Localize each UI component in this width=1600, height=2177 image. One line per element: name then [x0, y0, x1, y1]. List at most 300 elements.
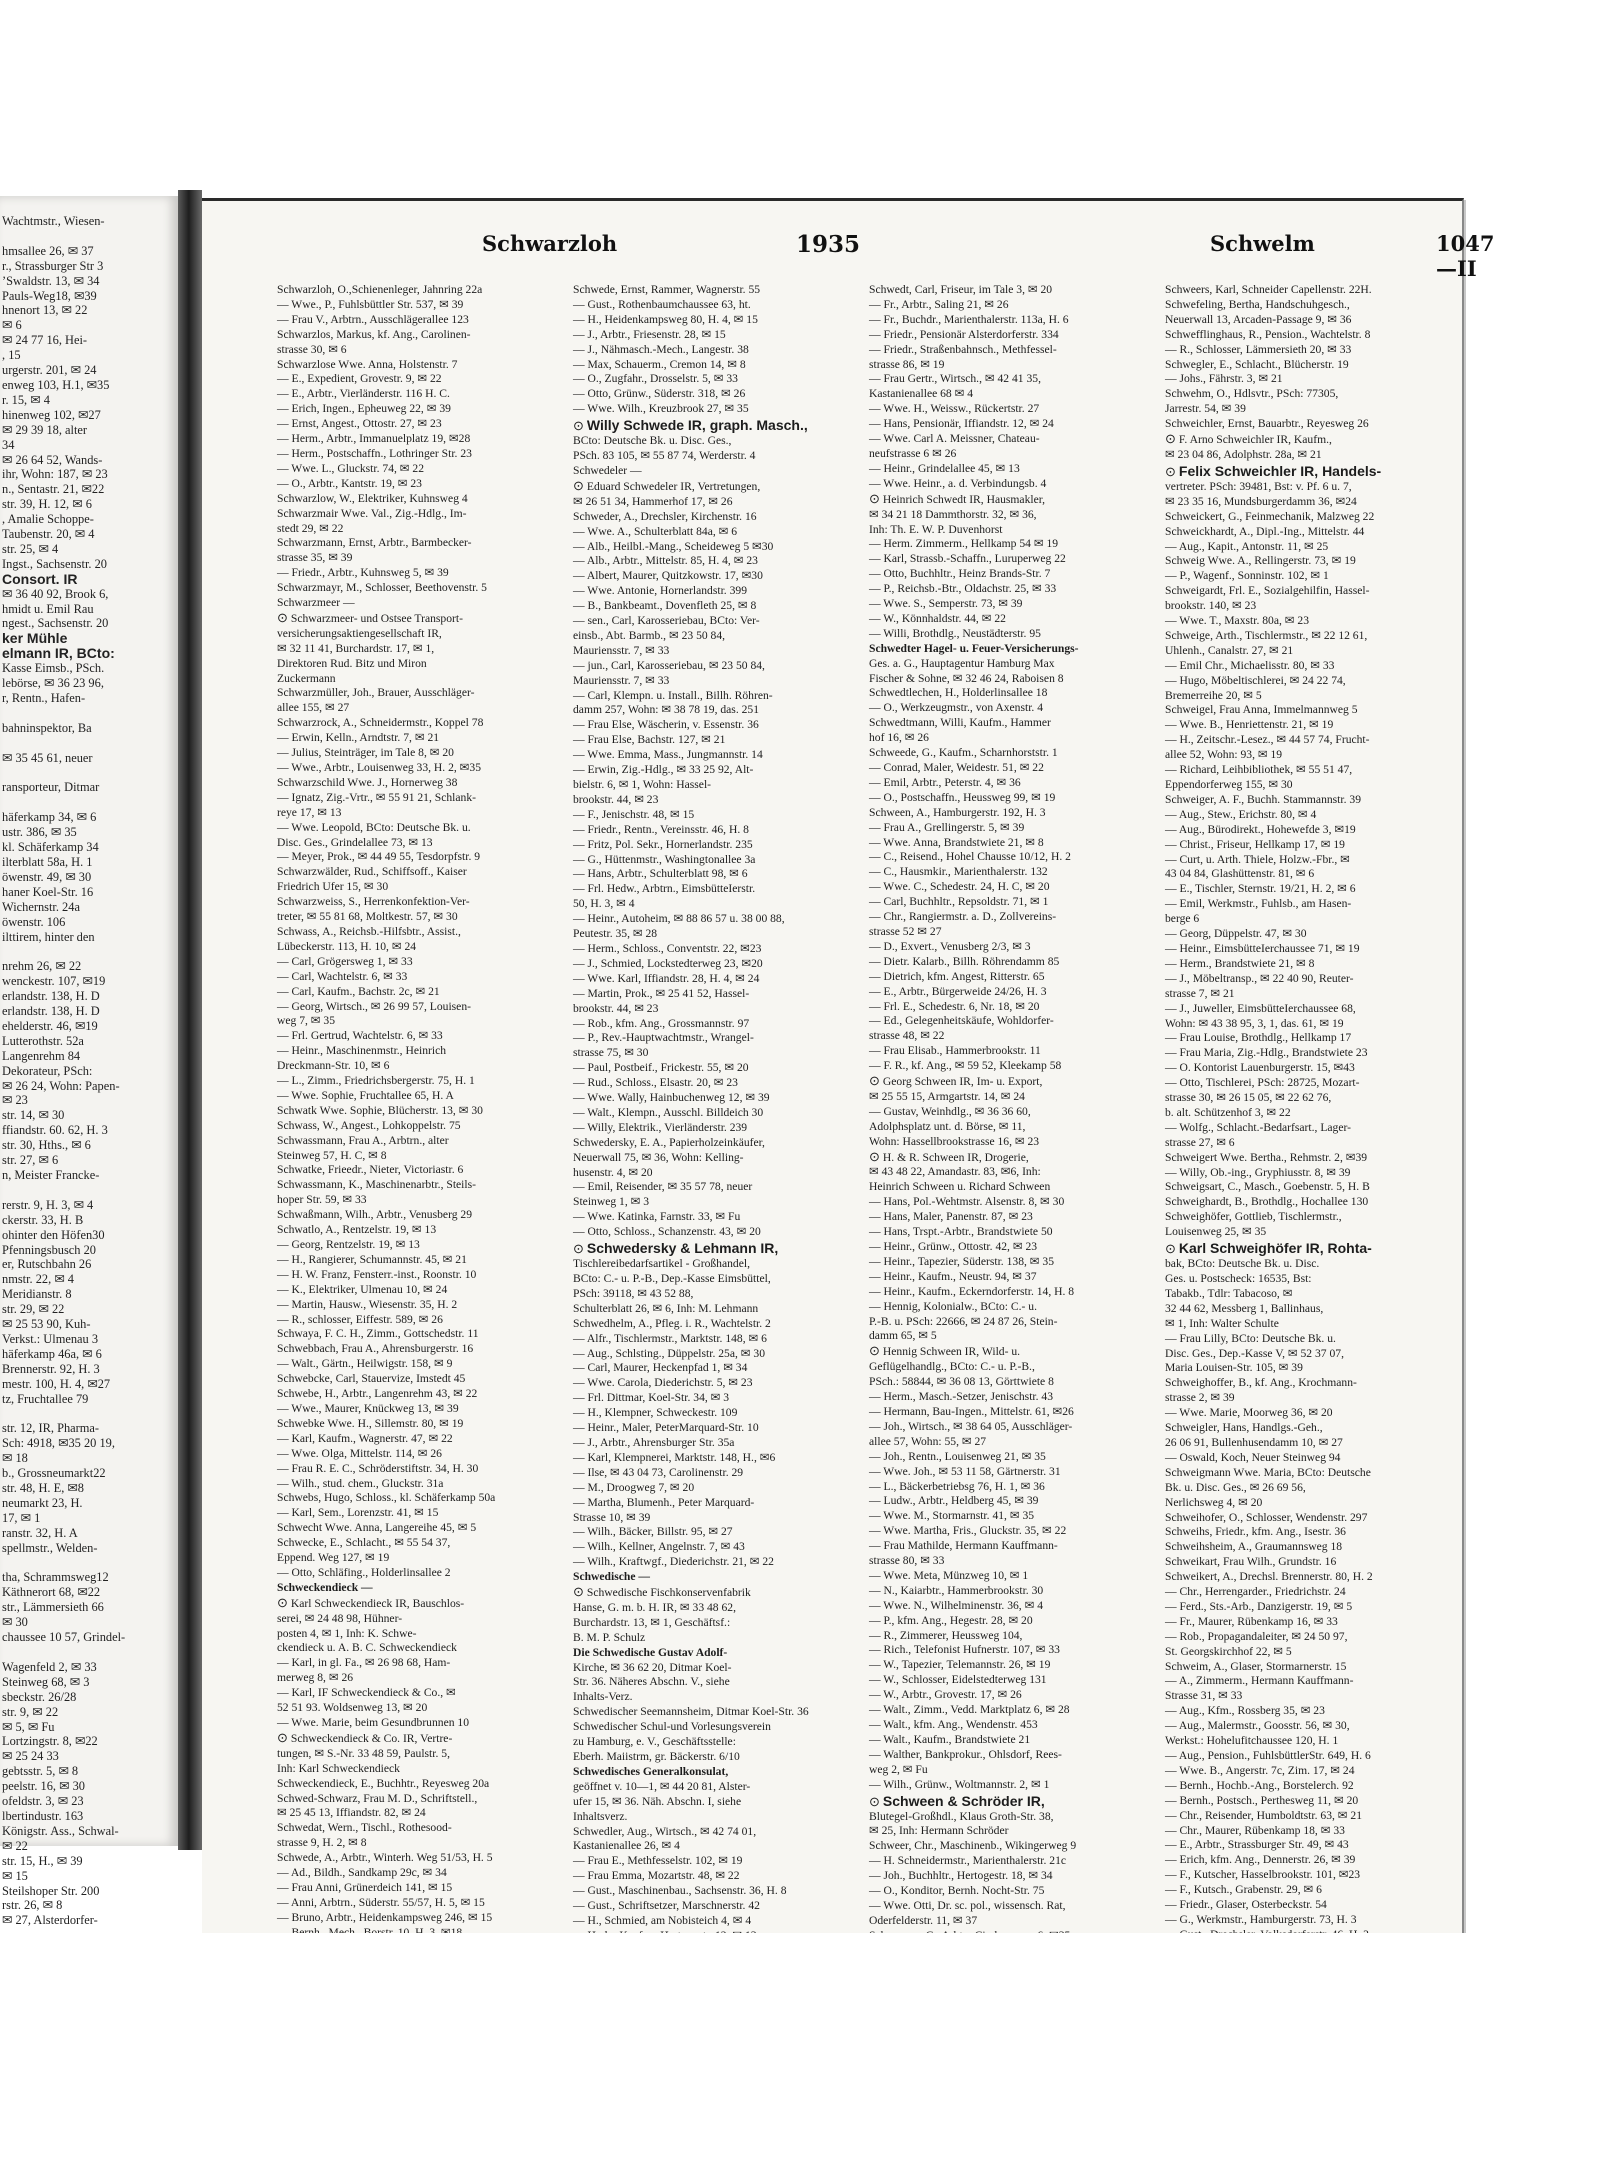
- directory-entry: Schwedeler —: [573, 463, 642, 477]
- directory-entry: Disc. Ges., Grindelallee 73, ✉ 13: [277, 835, 433, 849]
- previous-page-line: rstr. 26, ✉ 8: [2, 1898, 63, 1913]
- directory-entry: — jun., Carl, Karosseriebau, ✉ 23 50 84,: [573, 658, 765, 672]
- previous-page-line: gebtsstr. 5, ✉ 8: [2, 1764, 79, 1779]
- directory-entry: ⊙ Heinrich Schwedt IR, Hausmakler,: [869, 492, 1158, 508]
- previous-page-line: hmidt u. Emil Rau: [2, 601, 94, 616]
- directory-entry: — Otto, Schloss., Schanzenstr. 43, ✉ 20: [573, 1225, 761, 1239]
- directory-entry: — Alfr., Tischlermstr., Marktstr. 148, ✉ 6: [573, 1331, 767, 1345]
- directory-entry: — Hugo, Möbeltischlerei, ✉ 24 22 74,: [1165, 673, 1346, 687]
- directory-entry: Schweckendieck —: [277, 1580, 373, 1594]
- directory-entry: strasse 86, ✉ 19: [869, 357, 945, 371]
- directory-entry: St. Georgskirchhof 22, ✉ 5: [1165, 1644, 1292, 1658]
- directory-entry: — Wwe. M., Stormarnstr. 41, ✉ 35: [869, 1509, 1035, 1523]
- directory-entry: Schwatke, Frieedr., Nieter, Victoriastr. 6: [277, 1163, 464, 1177]
- directory-entry: — Karl, Kaufm., Wagnerstr. 47, ✉ 22: [277, 1431, 453, 1445]
- directory-entry: — Emil, Arbtr., Peterstr. 4, ✉ 36: [869, 775, 1021, 789]
- directory-entry: — Carl, Kaufm., Bachstr. 2c, ✉ 21: [277, 984, 440, 998]
- directory-entry: Schwehm, O., Hdlsvtr., PSch: 77305,: [1165, 387, 1339, 401]
- directory-entry: — Heinr., Maschinenmstr., Heinrich: [277, 1044, 447, 1058]
- previous-page-line: nmstr. 22, ✉ 4: [2, 1272, 74, 1287]
- directory-entry: — H., Heidenkampsweg 80, H. 4, ✉ 15: [573, 312, 758, 326]
- directory-entry: Schwegler, E., Schlacht., Blücherstr. 19: [1165, 357, 1349, 371]
- directory-entry: — Gust., Rothenbaumchaussee 63, ht.: [573, 297, 751, 311]
- directory-entry: — Wwe. Sophie, Fruchtallee 65, H. A: [277, 1088, 454, 1102]
- directory-entry: einsb., Abt. Barmb., ✉ 23 50 84,: [573, 628, 726, 642]
- directory-entry: ⊙ Schwedische Fischkonservenfabrik: [573, 1585, 862, 1601]
- previous-page-line: [2, 944, 178, 959]
- directory-entry: Schwefeling, Bertha, Handschuhgesch.,: [1165, 297, 1350, 311]
- directory-entry: — H., Klempner, Schweckestr. 109: [573, 1406, 738, 1420]
- directory-entry: — Frau Else, Wäscherin, v. Essenstr. 36: [573, 718, 759, 732]
- directory-entry: Schwaßmann, Wilh., Arbtr., Venusberg 29: [277, 1208, 473, 1222]
- directory-entry: ufer 15, ✉ 36. Näh. Abschn. I, siehe: [573, 1794, 742, 1808]
- directory-entry: Uhlenh., Canalstr. 27, ✉ 21: [1165, 643, 1294, 657]
- previous-page-line: ✉ 29 39 18, alter: [2, 422, 88, 437]
- directory-entry: ⊙ Schween & Schröder IR,: [869, 1793, 1158, 1810]
- directory-entry: — Aug., Malermstr., Goosstr. 56, ✉ 30,: [1165, 1719, 1350, 1733]
- directory-entry: Neuerwall 13, Arcaden-Passage 9, ✉ 36: [1165, 312, 1352, 326]
- directory-entry: Schwarzweiss, S., Herrenkonfektion-Ver-: [277, 895, 470, 909]
- directory-entry: — Gust., Maschinenbau., Sachsenstr. 36, H. 8: [573, 1884, 787, 1898]
- directory-entry: — Heinr., Kaufm., Eckerndorferstr. 14, H. 8: [869, 1284, 1075, 1298]
- directory-entry: — Fr., Arbtr., Saling 21, ✉ 26: [869, 297, 1009, 311]
- directory-entry: — Wwe. Marie, Moorweg 36, ✉ 20: [1165, 1406, 1333, 1420]
- directory-entry: — J., Nähmasch.-Mech., Langestr. 38: [573, 342, 749, 356]
- directory-entry: Eppendorferweg 155, ✉ 30: [1165, 778, 1293, 791]
- directory-entry: — Walther, Bankprokur., Ohlsdorf, Rees-: [869, 1747, 1062, 1761]
- previous-page-edge: [0, 196, 180, 1928]
- directory-entry: — Heinr., Tapezier, Süderstr. 138, ✉ 35: [869, 1254, 1054, 1268]
- directory-entry: — Frau Elisab., Hammerbrookstr. 11: [869, 1044, 1041, 1058]
- directory-entry: Hanse, G. m. b. H. IR, ✉ 33 48 62,: [573, 1600, 736, 1614]
- directory-entry: — J., Schmied, Lockstedterweg 23, ✉20: [573, 956, 763, 970]
- directory-entry: — Wwe. Otti, Dr. sc. pol., wissensch. Rat,: [869, 1898, 1066, 1912]
- directory-entry: — J., Arbtr., Ahrensburger Str. 35a: [573, 1435, 735, 1449]
- directory-entry: — C., Hausmkir., Marienthalerstr. 132: [869, 865, 1048, 879]
- directory-entry: — Heinr., Maler, PeterMarquard-Str. 10: [573, 1421, 759, 1435]
- previous-page-line: erlandstr. 138, H. D: [2, 1004, 100, 1019]
- directory-entry: — Aug., Kfm., Rossberg 35, ✉ 23: [1165, 1704, 1325, 1718]
- directory-entry: — Emil Chr., Michaelisstr. 80, ✉ 33: [1165, 658, 1335, 672]
- previous-page-line: Pfenningsbusch 20: [2, 1242, 96, 1257]
- directory-entry: ✉ 43 48 22, Amandastr. 83, ✉6, Inh:: [869, 1165, 1041, 1179]
- directory-entry: Dreckmann-Str. 10, ✉ 6: [277, 1059, 390, 1073]
- directory-entry: Schwebbach, Frau A., Ahrensburgerstr. 16: [277, 1342, 474, 1356]
- directory-entry: — Aug., Kapit., Antonstr. 11, ✉ 25: [1165, 539, 1329, 553]
- directory-entry: Schwedtmann, Willi, Kaufm., Hammer: [869, 716, 1051, 730]
- directory-entry: neufstrasse 6 ✉ 26: [869, 446, 957, 460]
- directory-entry: Schweigert Wwe. Bertha., Rehmstr. 2, ✉39: [1165, 1150, 1368, 1164]
- directory-entry: — Frau A., Grellingerstr. 5, ✉ 39: [869, 820, 1025, 834]
- directory-entry: — Albert, Maurer, Quitzkowstr. 17, ✉30: [573, 569, 763, 583]
- directory-entry: Louisenweg 25, ✉ 35: [1165, 1225, 1267, 1239]
- directory-entry: Schwede, Ernst, Rammer, Wagnerstr. 55: [573, 283, 761, 296]
- directory-entry: Schweer, Chr., Maschinenb., Wikingerweg 9: [869, 1839, 1077, 1853]
- previous-page-line: [2, 1645, 178, 1660]
- previous-page-line: Ingst., Sachsenstr. 20: [2, 556, 107, 571]
- previous-page-line: ✉ 18: [2, 1451, 28, 1466]
- directory-entry: Schwaya, F. C. H., Zimm., Gottschedstr. 11: [277, 1327, 479, 1341]
- directory-entry: — Walt., Klempn., Ausschl. Billdeich 30: [573, 1105, 764, 1119]
- directory-entry: ⊙ Eduard Schwedeler IR, Vertretungen,: [573, 479, 862, 495]
- directory-entry: strasse 27, ✉ 6: [1165, 1135, 1235, 1149]
- previous-page-line: ckerstr. 33, H. B: [2, 1212, 84, 1227]
- directory-entry: — P., Wagenf., Sonninstr. 102, ✉ 1: [1165, 569, 1329, 583]
- directory-entry: — Hans, Pol.-Wehtmstr. Alsenstr. 8, ✉ 30: [869, 1195, 1065, 1209]
- directory-entry: P.-B. u. PSch: 22666, ✉ 24 87 26, Stein-: [869, 1314, 1058, 1328]
- directory-entry: — Walt., Gärtn., Heilwigstr. 158, ✉ 9: [277, 1357, 453, 1371]
- directory-entry: — A., Zimmerm., Hermann Kauffmann-: [1165, 1674, 1354, 1688]
- directory-entry: ⊙ Karl Schweckendieck IR, Bauschlos-: [277, 1596, 566, 1612]
- directory-entry: — Fr., Maurer, Rübenkamp 16, ✉ 33: [1165, 1614, 1338, 1628]
- directory-entry: geöffnet v. 10—1, ✉ 44 20 81, Alster-: [573, 1779, 751, 1793]
- directory-entry: Lübeckerstr. 113, H. 10, ✉ 24: [277, 939, 417, 953]
- previous-page-line: Taubenstr. 20, ✉ 4: [2, 527, 95, 542]
- previous-page-line: n., Sentastr. 21, ✉22: [2, 482, 105, 497]
- previous-page-line: ✉ 15: [2, 1868, 28, 1883]
- directory-entry: allee 57, Wohn: 55, ✉ 27: [869, 1434, 987, 1448]
- previous-page-line: ranstr. 32, H. A: [2, 1525, 78, 1540]
- previous-page-line: b., Grossneumarkt22: [2, 1466, 106, 1481]
- directory-entry: — P., Reichsb.-Btr., Oldachstr. 25, ✉ 33: [869, 582, 1057, 596]
- previous-page-line: ✉ 26 64 52, Wands-: [2, 452, 103, 467]
- previous-page-line: [2, 1556, 178, 1571]
- previous-page-line: häferkamp 46a, ✉ 6: [2, 1346, 102, 1361]
- directory-entry: Schweigsart, C., Masch., Goebenstr. 5, H. B: [1165, 1180, 1370, 1194]
- directory-entry: Zuckermann: [277, 671, 336, 685]
- directory-entry: ⊙ Karl Schweighöfer IR, Rohta-: [1165, 1240, 1454, 1257]
- directory-entry: — Erich, kfm. Ang., Dennerstr. 26, ✉ 39: [1165, 1853, 1356, 1867]
- directory-entry: — F., Kutscher, Hasselbrookstr. 101, ✉23: [1165, 1868, 1361, 1882]
- directory-entry: — Otto, Schläfing., Holderlinsallee 2: [277, 1565, 451, 1579]
- directory-entry: ✉ 32 11 41, Burchardstr. 17, ✉ 1,: [277, 641, 435, 655]
- directory-entry: Tabakb., Tdlr: Tabacoso, ✉: [1165, 1286, 1293, 1300]
- directory-entry: Steinweg 57, H. C, ✉ 8: [277, 1148, 387, 1162]
- directory-entry: Schweckendieck, E., Buchhtr., Reyesweg 20a: [277, 1776, 490, 1790]
- directory-entry: Schweers, Karl, Schneider Capellenstr. 22H.: [1165, 283, 1372, 296]
- directory-entry: damm 257, Wohn: ✉ 38 78 19, das. 251: [573, 703, 760, 717]
- directory-entry: 43 04 84, Glashüttenstr. 81, ✉ 6: [1165, 867, 1315, 881]
- directory-entry: — Bernh., Hochb.-Ang., Borstelerch. 92: [1165, 1778, 1354, 1792]
- directory-entry: — Fritz, Pol. Sekr., Hornerlandstr. 235: [573, 837, 753, 851]
- directory-entry: Schwedhelm, A., Pfleg. i. R., Wachtelstr. 2: [573, 1316, 771, 1330]
- directory-entry: strasse 52 ✉ 27: [869, 924, 942, 938]
- directory-entry: Schwarzschild Wwe. J., Hornerweg 38: [277, 775, 458, 789]
- directory-entry: — Dietrich, kfm. Angest, Ritterstr. 65: [869, 969, 1045, 983]
- directory-entry: — Walt., Kaufm., Brandstwiete 21: [869, 1732, 1031, 1746]
- directory-entry: — Wwe. A., Schulterblatt 84a, ✉ 6: [573, 524, 738, 538]
- directory-entry: — W., Schlosser, Eidelstedterweg 131: [869, 1673, 1047, 1687]
- previous-page-line: Sch: 4918, ✉35 20 19,: [2, 1436, 115, 1451]
- directory-entry: — Friedr., Rentn., Vereinsstr. 46, H. 8: [573, 822, 749, 836]
- previous-page-line: str. 15, H., ✉ 39: [2, 1853, 83, 1868]
- directory-entry: Schwedter Hagel- u. Feuer-Versicherungs-: [869, 641, 1079, 655]
- directory-entry: — E., Arbtr., Strassburger Str. 49, ✉ 43: [1165, 1838, 1349, 1852]
- previous-page-line: ✉ 23: [2, 1093, 28, 1108]
- previous-page-line: n, Meister Francke-: [2, 1168, 100, 1182]
- directory-entry: Maria Louisen-Str. 105, ✉ 39: [1165, 1361, 1303, 1375]
- directory-entry: Schweig Wwe. A., Rellingerstr. 73, ✉ 19: [1165, 554, 1356, 568]
- directory-entry: Jarrestr. 54, ✉ 39: [1165, 402, 1246, 416]
- previous-page-line: Lutterothstr. 52a: [2, 1033, 84, 1048]
- directory-entry: Schweder, A., Drechsler, Kirchenstr. 16: [573, 509, 757, 523]
- directory-entry: Schwefflinghaus, R., Pension., Wachtelstr. 8: [1165, 327, 1371, 341]
- directory-entry: — Friedr., Glaser, Osterbeckstr. 54: [1165, 1898, 1327, 1912]
- directory-entry: — Carl, Wachtelstr. 6, ✉ 33: [277, 969, 408, 983]
- directory-entry: — Joh., Wirtsch., ✉ 38 64 05, Ausschläger-: [869, 1419, 1073, 1433]
- previous-page-column: [0, 196, 178, 1928]
- directory-entry: Schweickhardt, A., Dipl.-Ing., Mittelstr. 44: [1165, 524, 1365, 538]
- directory-entry: — Ferd., Sts.-Arb., Danzigerstr. 19, ✉ 5: [1165, 1599, 1353, 1613]
- previous-page-line: ✉ 22: [2, 1838, 28, 1853]
- directory-entry: — Erich, Ingen., Epheuweg 22, ✉ 39: [277, 402, 451, 416]
- directory-entry: Schwebs, Hugo, Schloss., kl. Schäferkamp 50a: [277, 1491, 496, 1505]
- directory-entry: 26 06 91, Bullenhusendamm 10, ✉ 27: [1165, 1435, 1343, 1449]
- directory-entry: strasse 30, ✉ 26 15 05, ✉ 22 62 76,: [1165, 1091, 1332, 1105]
- directory-entry: Schweim, A., Glaser, Stormarnerstr. 15: [1165, 1659, 1347, 1673]
- previous-page-line: [2, 229, 178, 244]
- directory-entry: — Wwe. Wally, Hainbuchenweg 12, ✉ 39: [573, 1091, 770, 1105]
- directory-entry: — Hennig, Kolonialw., BCto: C.- u.: [869, 1299, 1037, 1313]
- directory-entry: ✉ 23 04 86, Adolphstr. 28a, ✉ 21: [1165, 447, 1322, 461]
- directory-entry: — C., Reisend., Hohel Chausse 10/12, H. 2: [869, 850, 1071, 864]
- directory-entry: BCto: Deutsche Bk. u. Disc. Ges.,: [573, 434, 732, 448]
- directory-entry: — Wwe., Maurer, Knückweg 13, ✉ 39: [277, 1401, 459, 1415]
- directory-entry: — Wwe. Carola, Diederichstr. 5, ✉ 23: [573, 1376, 753, 1390]
- directory-entry: — Wwe. Anna, Brandstwiete 21, ✉ 8: [869, 835, 1044, 849]
- directory-entry: — Carl, Maurer, Heckenpfad 1, ✉ 34: [573, 1361, 748, 1375]
- directory-entry: — Georg, Düppelstr. 47, ✉ 30: [1165, 927, 1307, 941]
- previous-page-line: ✉ 5, ✉ Fu: [2, 1719, 55, 1734]
- directory-entry: Schwarzmann, Ernst, Arbtr., Barmbecker-: [277, 536, 472, 550]
- directory-entry: — P., kfm. Ang., Hegestr. 28, ✉ 20: [869, 1613, 1033, 1627]
- previous-page-line: Consort. IR: [2, 570, 78, 587]
- previous-page-line: ngest., Sachsenstr. 20: [2, 616, 109, 631]
- directory-entry: — B., Bankbeamt., Dovenfleth 25, ✉ 8: [573, 599, 757, 613]
- directory-entry: — sen., Carl, Karosseriebau, BCto: Ver-: [573, 614, 760, 628]
- directory-entry: Schwarzmayr, M., Schlosser, Beethovenstr. 5: [277, 581, 487, 595]
- previous-page-line: Königstr. Ass., Schwal-: [2, 1823, 119, 1838]
- directory-entry: — M., Droogweg 7, ✉ 20: [573, 1480, 695, 1494]
- previous-page-line: ilterblatt 58a, H. 1: [2, 854, 93, 869]
- directory-entry: — J., Arbtr., Friesenstr. 28, ✉ 15: [573, 327, 726, 341]
- directory-entry: ✉ 26 51 34, Hammerhof 17, ✉ 26: [573, 494, 733, 508]
- directory-entry: — Heinr., Kaufm., Neustr. 94, ✉ 37: [869, 1269, 1037, 1283]
- directory-entry: Ges. a. G., Hauptagentur Hamburg Max: [869, 656, 1055, 670]
- directory-entry: Schweighöfer, Gottlieb, Tischlermstr.,: [1165, 1210, 1342, 1224]
- directory-entry: — Wwe. Heinr., a. d. Verbindungsb. 4: [869, 476, 1047, 490]
- directory-entry: ✉ 23 35 16, Mundsburgerdamm 36, ✉24: [1165, 494, 1357, 508]
- directory-entry: Schweichler, Ernst, Bauarbtr., Reyesweg 26: [1165, 417, 1369, 431]
- directory-entry: Adolphsplatz unt. d. Börse, ✉ 11,: [869, 1119, 1026, 1133]
- directory-entry: bak, BCto: Deutsche Bk. u. Disc.: [1165, 1257, 1320, 1271]
- directory-entry: — L., Zimm., Friedrichsbergerstr. 75, H. 1: [277, 1074, 475, 1088]
- directory-entry: Direktoren Rud. Bitz und Miron: [277, 656, 427, 670]
- directory-entry: tungen, ✉ S.-Nr. 33 48 59, Paulstr. 5,: [277, 1746, 450, 1760]
- header-first-entry: Schwarzloh: [482, 231, 618, 256]
- directory-entry: — Martha, Blumenh., Peter Marquard-: [573, 1495, 755, 1509]
- directory-entry: — G., Werkmstr., Hamburgerstr. 73, H. 3: [1165, 1912, 1357, 1926]
- directory-entry: Schwarzmeer —: [277, 596, 355, 610]
- directory-entry: — Wolfg., Schlacht.-Bedarfsart., Lager-: [1165, 1120, 1351, 1134]
- directory-entry: — Karl, in gl. Fa., ✉ 26 98 68, Ham-: [277, 1656, 451, 1670]
- directory-entry: — R., Schlosser, Lämmersieth 20, ✉ 33: [1165, 342, 1352, 356]
- directory-entry: — R., schlosser, Eiffestr. 589, ✉ 26: [277, 1312, 443, 1326]
- previous-page-line: 17, ✉ 1: [2, 1510, 41, 1525]
- previous-page-line: ✉ 30: [2, 1615, 28, 1630]
- previous-page-line: Langenrehm 84: [2, 1048, 81, 1063]
- directory-entry: Schwecht Wwe. Anna, Langereihe 45, ✉ 5: [277, 1521, 477, 1535]
- directory-entry: — Georg, Wirtsch., ✉ 26 99 57, Louisen-: [277, 999, 471, 1013]
- directory-entry: — O., Postschaffn., Heussweg 99, ✉ 19: [869, 790, 1056, 804]
- previous-page-line: ’Swaldstr. 13, ✉ 34: [2, 273, 100, 288]
- previous-page-line: ofeldstr. 3, ✉ 23: [2, 1794, 84, 1809]
- directory-column-2: [573, 283, 862, 1927]
- directory-entry: strasse 9, H. 2, ✉ 8: [277, 1836, 367, 1850]
- directory-entry: — Wwe., Arbtr., Louisenweg 33, H. 2, ✉35: [277, 761, 481, 774]
- header-year: 1935: [796, 231, 861, 258]
- directory-entry: — Aug., Schlsting., Düppelstr. 25a, ✉ 30: [573, 1346, 765, 1360]
- directory-entry: — Wwe. Leopold, BCto: Deutsche Bk. u.: [277, 820, 471, 834]
- directory-entry: Schweihsheim, A., Graumannsweg 18: [1165, 1540, 1343, 1554]
- directory-entry: — Karl, Strassb.-Schaffn., Luruperweg 22: [869, 552, 1066, 566]
- directory-page: [202, 198, 1495, 1936]
- directory-entry: Peutestr. 35, ✉ 28: [573, 927, 658, 941]
- previous-page-line: ihr, Wohn: 187, ✉ 23: [2, 467, 108, 482]
- previous-page-line: str. 39, H. 12, ✉ 6: [2, 497, 92, 512]
- directory-entry: Schwedler, Aug., Wirtsch., ✉ 42 74 01,: [573, 1824, 757, 1838]
- directory-entry: Schwedische —: [573, 1570, 650, 1584]
- directory-entry: — P., Rev.-Hauptwachtmstr., Wrangel-: [573, 1031, 754, 1045]
- directory-entry: — L., Bäckerbetriebsg 76, H. 1, ✉ 36: [869, 1479, 1045, 1493]
- directory-entry: ✉ 25 45 13, Iffiandstr. 82, ✉ 24: [277, 1806, 426, 1820]
- directory-entry: — Wwe. H., Weissw., Rückertstr. 27: [869, 402, 1040, 416]
- directory-entry: Schweighardt, B., Brothdlg., Hochallee 130: [1165, 1195, 1369, 1209]
- directory-entry: — Wwe. Joh., ✉ 53 11 58, Gärtnerstr. 31: [869, 1464, 1061, 1478]
- previous-page-line: elmann IR, BCto:: [2, 645, 115, 662]
- directory-entry: Schwed-Schwarz, Frau M. D., Schriftstell.,: [277, 1791, 478, 1805]
- directory-entry: — J., Möbeltransp., ✉ 22 40 90, Reuter-: [1165, 971, 1354, 985]
- directory-entry: Die Schwedische Gustav Adolf-: [573, 1645, 728, 1659]
- directory-entry: Burchardstr. 13, ✉ 1, Geschäftsf.:: [573, 1615, 731, 1629]
- directory-entry: — W., Tapezier, Telemannstr. 26, ✉ 19: [869, 1658, 1051, 1672]
- directory-entry: — Wwe. Marie, beim Gesundbrunnen 10: [277, 1716, 470, 1729]
- directory-entry: — K., Elektriker, Ulmenau 10, ✉ 24: [277, 1282, 448, 1296]
- directory-entry: Inhaltsverz.: [573, 1809, 628, 1823]
- directory-entry: — Chr., Reisender, Humboldtstr. 63, ✉ 21: [1165, 1808, 1362, 1822]
- directory-entry: allee 52, Wohn: 93, ✉ 19: [1165, 748, 1283, 762]
- previous-page-line: ✉ 26 24, Wohn: Papen-: [2, 1078, 120, 1093]
- directory-entry: Inh: Th. E. W. P. Duvenhorst: [869, 522, 1003, 536]
- directory-entry: Schwarzrock, A., Schneidermstr., Koppel 78: [277, 716, 484, 730]
- directory-entry: — Willy, Elektrik., Vierländerstr. 239: [573, 1120, 748, 1134]
- page-header: [202, 231, 1495, 281]
- directory-entry: Schwarzlose Wwe. Anna, Holstenstr. 7: [277, 357, 458, 371]
- directory-entry: — Christ., Friseur, Hellkamp 17, ✉ 19: [1165, 837, 1345, 851]
- previous-page-line: sbeckstr. 26/28: [2, 1689, 77, 1704]
- directory-entry: — O. Kontorist Lauenburgerstr. 15, ✉43: [1165, 1061, 1355, 1075]
- directory-entry: Disc. Ges., Dep.-Kasse V, ✉ 52 37 07,: [1165, 1346, 1344, 1360]
- previous-page-line: urgerstr. 201, ✉ 24: [2, 363, 97, 378]
- directory-entry: strasse 7, ✉ 21: [1165, 986, 1235, 1000]
- directory-entry: stedt 29, ✉ 22: [277, 521, 344, 535]
- directory-entry: Wohn: ✉ 43 38 95, 3, 1, das. 61, ✉ 19: [1165, 1016, 1344, 1030]
- previous-page-line: lbertindustr. 163: [2, 1808, 84, 1823]
- directory-entry: — Ad., Bildh., Sandkamp 29c, ✉ 34: [277, 1866, 447, 1880]
- directory-entry: — Friedr., Straßenbahnsch., Methfessel-: [869, 342, 1057, 356]
- previous-page-line: str., Lämmersieth 66: [2, 1600, 104, 1615]
- previous-page-line: ✉ 27, Alsterdorfer-: [2, 1913, 98, 1928]
- directory-entry: — Georg, Rentzelstr. 19, ✉ 13: [277, 1238, 420, 1251]
- directory-entry: PSch.: 58844, ✉ 36 08 13, Görttwiete 8: [869, 1375, 1054, 1389]
- directory-entry: — Ignatz, Zig.-Vrtr., ✉ 55 91 21, Schlank-: [277, 790, 476, 804]
- directory-entry: — Wilh., Kellner, Angelnstr. 7, ✉ 43: [573, 1540, 745, 1554]
- directory-entry: — Joh., Rentn., Louisenweg 21, ✉ 35: [869, 1449, 1046, 1463]
- header-last-entry: Schwelm: [1210, 231, 1315, 256]
- directory-entry: — Walt., Zimm., Vedd. Marktplatz 6, ✉ 28: [869, 1703, 1070, 1717]
- directory-entry: — Rob., kfm. Ang., Grossmannstr. 97: [573, 1016, 750, 1030]
- previous-page-line: ffiandstr. 60. 62, H. 3: [2, 1123, 108, 1138]
- previous-page-line: , 15: [2, 348, 21, 363]
- directory-entry: — Alb., Heilbl.-Mang., Scheideweg 5 ✉30: [573, 539, 774, 553]
- previous-page-line: er, Rutschbahn 26: [2, 1257, 92, 1272]
- previous-page-line: [2, 1183, 178, 1198]
- directory-column-3: [869, 283, 1158, 1927]
- previous-page-line: ilttirem, hinter den: [2, 929, 95, 944]
- directory-entry: brookstr. 44, ✉ 23: [573, 1001, 659, 1015]
- directory-entry: — Carl, Buchhltr., Repsoldstr. 71, ✉ 1: [869, 895, 1049, 909]
- previous-page-line: ✉ 35 45 61, neuer: [2, 750, 93, 765]
- directory-entry: — Wilh., Kraftwgf., Diederichstr. 21, ✉ 22: [573, 1555, 774, 1569]
- directory-entry: — Otto, Tischlerei, PSch: 28725, Mozart-: [1165, 1076, 1360, 1090]
- previous-page-line: Wagenfeld 2, ✉ 33: [2, 1659, 97, 1674]
- previous-page-line: [2, 795, 178, 810]
- previous-page-line: peelstr. 16, ✉ 30: [2, 1779, 85, 1794]
- previous-page-line: häferkamp 34, ✉ 6: [2, 810, 97, 825]
- directory-entry: Friedrich Ufer 15, ✉ 30: [277, 880, 389, 894]
- directory-entry: — Frau V., Arbtrn., Ausschlägerallee 123: [277, 312, 469, 326]
- directory-entry: Schwarzloh, O.,Schienenleger, Jahnring 22a: [277, 283, 483, 296]
- previous-page-line: tha, Schrammsweg12: [2, 1570, 109, 1585]
- directory-entry: Schweigmann Wwe. Maria, BCto: Deutsche: [1165, 1465, 1371, 1479]
- directory-entry: Eppend. Weg 127, ✉ 19: [277, 1551, 390, 1565]
- directory-entry: — Hans, Trspt.-Arbtr., Brandstwiete 50: [869, 1225, 1053, 1239]
- directory-entry: Schwassmann, Frau A., Arbtrn., alter: [277, 1133, 449, 1147]
- previous-page-line: str. 25, ✉ 4: [2, 541, 59, 556]
- directory-entry: ✉ 1, Inh: Walter Schulte: [1165, 1316, 1279, 1330]
- directory-entry: — Wilh., Grünw., Woltmannstr. 2, ✉ 1: [869, 1777, 1050, 1791]
- directory-entry: — Wwe. C., Schedestr. 24, H. C, ✉ 20: [869, 880, 1050, 894]
- directory-entry: — H. W. Franz, Fensterr.-inst., Roonstr. 10: [277, 1267, 477, 1281]
- previous-page-line: öwenstr. 106: [2, 914, 66, 929]
- previous-page-line: hmsallee 26, ✉ 37: [2, 243, 94, 258]
- directory-entry: Wohn: Hassellbrookstrasse 16, ✉ 23: [869, 1134, 1040, 1148]
- directory-entry: — Karl, IF Schweckendieck & Co., ✉: [277, 1686, 456, 1700]
- directory-entry: BCto: C.- u. P.-B., Dep.-Kasse Eimsbüttel,: [573, 1272, 771, 1285]
- previous-page-line: , Amalie Schoppe-: [2, 512, 94, 527]
- directory-entry: — Martin, Hausw., Wiesenstr. 35, H. 2: [277, 1297, 458, 1311]
- previous-page-line: wenckestr. 107, ✉19: [2, 974, 106, 989]
- directory-entry: allee 155, ✉ 27: [277, 701, 350, 715]
- directory-entry: — Oswald, Koch, Neuer Steinweg 94: [1165, 1450, 1341, 1464]
- directory-entry: ⊙ Schwedersky & Lehmann IR,: [573, 1240, 862, 1257]
- directory-entry: — Emil, Werkmstr., Fuhlsb., am Hasen-: [1165, 897, 1352, 911]
- directory-entry: — E., Arbtr., Vierländerstr. 116 H. C.: [277, 387, 450, 401]
- directory-entry: — Aug., Bürodirekt., Hohewefde 3, ✉19: [1165, 822, 1356, 836]
- directory-entry: weg 2, ✉ Fu: [869, 1762, 928, 1776]
- directory-entry: ⊙ F. Arno Schweichler IR, Kaufm.,: [1165, 432, 1454, 448]
- directory-entry: — Julius, Steinträger, im Tale 8, ✉ 20: [277, 746, 454, 760]
